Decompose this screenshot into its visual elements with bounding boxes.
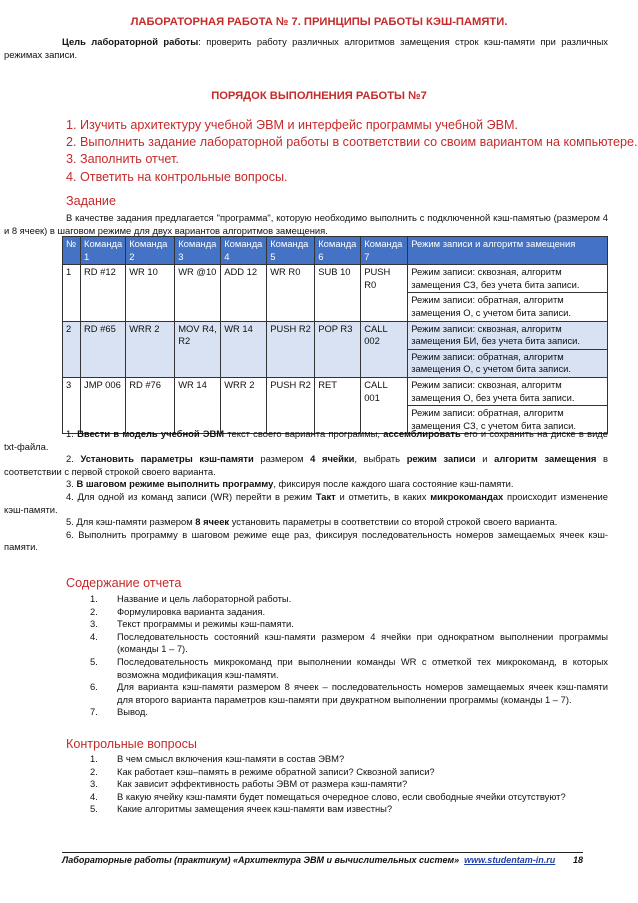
mode-cell: Режим записи: сквозная, алгоритм замещения О, без учета бита записи. (408, 377, 608, 405)
instruction-text: 3. (66, 478, 77, 490)
variant-number: 2 (63, 321, 81, 377)
instruction-text: его и сохранить на диске в виде txt-файла. (4, 428, 608, 452)
table-cell: JMP 006 (81, 377, 126, 433)
table-cell: ADD 12 (221, 265, 267, 321)
instruction-item (4, 529, 608, 554)
instruction-text: и (475, 453, 495, 465)
list-text: В какую ячейку кэш-памяти будет помещаться очередное слово, если свободные ячейки отсутствуют? (117, 790, 566, 802)
instruction-bold: микрокомандах (430, 490, 504, 502)
list-number: 3. (90, 618, 98, 630)
list-number: 5. (90, 803, 98, 815)
list-text: Какие алгоритмы замещения ячеек кэш-памяти вам известны? (117, 803, 393, 815)
table-cell: CALL 002 (361, 321, 408, 377)
instruction-text: 6. Выполнить программу в шаговом режиме еще раз, фиксируя последовательность номеров замещаемых ячеек кэш-памяти. (4, 528, 608, 553)
list-number: 1. (90, 753, 98, 764)
instruction-text: 2. (66, 453, 81, 465)
instruction-text: в соответствии с первой строкой своего варианта. (4, 453, 608, 477)
table-header: Команда 4 (221, 237, 267, 265)
table-cell: WR R0 (267, 265, 315, 321)
page-number: 18 (572, 855, 583, 865)
table-cell: RD #12 (81, 265, 126, 321)
list-item (90, 706, 608, 719)
list-text: Последовательность микрокоманд при выполнении команды WR с отметкой тех микрокоманд, в которых возможна модификация кэш-памяти. (117, 655, 608, 680)
mode-cell: Режим записи: сквозная, алгоритм замещения СЗ, без учета бита записи. (408, 265, 608, 293)
order-heading: ПОРЯДОК ВЫПОЛНЕНИЯ РАБОТЫ №7 (211, 90, 427, 102)
list-item (90, 778, 608, 791)
table-cell: RET (315, 377, 361, 433)
instruction-text: текст своего варианта программы, (224, 428, 384, 439)
list-item (90, 766, 608, 779)
mode-cell: Режим записи: обратная, алгоритм замещения О, с учетом бита записи. (408, 349, 608, 377)
instruction-item (4, 491, 608, 516)
questions-heading: Контрольные вопросы (66, 737, 197, 751)
table-header: Команда 1 (81, 237, 126, 265)
variant-number: 3 (63, 377, 81, 433)
step-item: 3. Заполнить отчет. (66, 152, 179, 167)
questions-list (90, 753, 608, 816)
table-cell: SUB 10 (315, 265, 361, 321)
report-list (90, 593, 608, 719)
table-cell: PUSH R2 (267, 377, 315, 433)
instruction-item (4, 428, 608, 453)
table-header: Команда 2 (126, 237, 175, 265)
instruction-bold: 8 ячеек (195, 516, 230, 528)
list-text: Как зависит эффективность работы ЭВМ от размера кэш-памяти? (117, 778, 408, 790)
variant-number: 1 (63, 265, 81, 321)
footer-link[interactable]: www.studentam-in.ru (464, 855, 556, 865)
steps-list (66, 117, 637, 186)
instruction-text: 1. (66, 428, 78, 439)
instruction-text: 4. Для одной из команд записи (WR) перейти в режим (66, 490, 316, 502)
footer-text (62, 854, 555, 867)
instruction-bold: В шаговом режиме выполнить программу (76, 478, 274, 490)
table-cell: MOV R4, R2 (175, 321, 221, 377)
instruction-text: происходит изменение кэш-памяти. (4, 490, 608, 515)
list-item (90, 681, 608, 706)
list-number: 2. (90, 765, 98, 777)
list-text: В чем смысл включения кэш-памяти в состав ЭВМ? (117, 753, 345, 764)
list-text: Название и цель лабораторной работы. (117, 593, 292, 604)
instruction-text: , выбрать (354, 453, 407, 465)
list-text: Формулировка варианта задания. (117, 605, 266, 617)
list-item (90, 656, 608, 681)
step-item: 2. Выполнить задание лабораторной работы в соответствии со своим вариантом на компьютере. (66, 135, 638, 150)
list-number: 4. (90, 630, 98, 642)
instruction-text: размером (253, 453, 311, 465)
list-number: 4. (90, 790, 98, 802)
list-number: 2. (90, 605, 98, 617)
table-cell: POP R3 (315, 321, 361, 377)
table-cell: WR 14 (221, 321, 267, 377)
instructions (4, 428, 608, 554)
report-heading: Содержание отчета (66, 576, 182, 590)
instruction-text: 5. Для кэш-памяти размером (66, 516, 196, 528)
instruction-bold: Ввести в модель учебной ЭВМ (77, 428, 225, 439)
table-cell: WR 14 (175, 377, 221, 433)
list-item (90, 618, 608, 631)
list-item (90, 791, 608, 804)
task-paragraph: В качестве задания предлагается "программа", которую необходимо выполнить с подключенной кэш-памятью (размером 4 и 8 ячеек) в шаговом режиме для двух вариантов алгоритмов замещения. (4, 212, 608, 236)
table-cell: RD #65 (81, 321, 126, 377)
goal-text: : проверить работу различных алгоритмов замещения строк кэш-памяти при различных режимах записи. (4, 36, 608, 60)
instruction-text: установить параметры в соответствии со второй строкой своего варианта. (229, 516, 558, 528)
table-cell: PUSH R2 (267, 321, 315, 377)
table-header-row (63, 237, 608, 265)
list-number: 5. (90, 655, 98, 667)
list-item (90, 593, 608, 606)
table-row (63, 265, 608, 293)
table-cell: PUSH R0 (361, 265, 408, 321)
step-item: 1. Изучить архитектуру учебной ЭВМ и интерфейс программы учебной ЭВМ. (66, 118, 518, 132)
page-title: ЛАБОРАТОРНАЯ РАБОТА № 7. ПРИНЦИПЫ РАБОТЫ КЭШ-ПАМЯТИ. (130, 16, 508, 28)
list-item (90, 803, 608, 816)
page-footer (62, 852, 583, 867)
task-heading: Задание (66, 194, 116, 208)
table-header: Команда 5 (267, 237, 315, 265)
instruction-text: и отметить, в каких (335, 490, 431, 502)
table-cell: RD #76 (126, 377, 175, 433)
instruction-bold: режим записи (406, 453, 476, 465)
table-header: Команда 6 (315, 237, 361, 265)
instruction-bold: Установить параметры кэш-памяти (80, 453, 254, 465)
list-text: Последовательность состояний кэш-памяти размером 4 ячейки при однократном выполнении программы (команды 1 – 7). (117, 630, 608, 655)
instruction-bold: ассемблировать (383, 428, 461, 439)
table-cell: WR @10 (175, 265, 221, 321)
table-header: Команда 7 (361, 237, 408, 265)
mode-cell: Режим записи: обратная, алгоритм замещения О, с учетом бита записи. (408, 293, 608, 321)
list-text: Как работает кэш–память в режиме обратной записи? Сквозной записи? (117, 765, 435, 777)
list-text: Для варианта кэш-памяти размером 8 ячеек – последовательность номеров замещаемых ячеек кэш-памяти для второго варианта параметров кэш-памяти при двукратном выполнении программы (команды 1 – 7). (117, 681, 608, 705)
variants-table (62, 236, 608, 434)
table-cell: WRR 2 (126, 321, 175, 377)
instruction-bold: Такт (315, 490, 336, 502)
table-header: № (63, 237, 81, 265)
goal-paragraph (4, 36, 608, 61)
table-header: Режим записи и алгоритм замещения (408, 237, 608, 265)
table-cell: WRR 2 (221, 377, 267, 433)
list-item (90, 606, 608, 619)
table-row (63, 377, 608, 405)
instruction-item (4, 516, 608, 529)
instruction-text: , фиксируя после каждого шага состояние кэш-памяти. (273, 478, 514, 490)
instruction-item (4, 478, 608, 491)
table-cell: CALL 001 (361, 377, 408, 433)
list-number: 3. (90, 778, 98, 790)
mode-cell: Режим записи: сквозная, алгоритм замещения БИ, без учета бита записи. (408, 321, 608, 349)
list-number: 1. (90, 593, 98, 604)
list-number: 6. (90, 681, 98, 693)
instruction-bold: алгоритм замещения (494, 453, 597, 465)
table-row (63, 321, 608, 349)
goal-label: Цель лабораторной работы (62, 36, 199, 47)
table-cell: WR 10 (126, 265, 175, 321)
list-text: Вывод. (117, 706, 148, 718)
footer-title: Лабораторные работы (практикум) «Архитектура ЭВМ и вычислительных систем» (62, 855, 460, 865)
list-item (90, 631, 608, 656)
list-number: 7. (90, 706, 98, 718)
mode-cell: Режим записи: обратная, алгоритм замещения СЗ, с учетом бита записи. (408, 406, 608, 434)
table-header: Команда 3 (175, 237, 221, 265)
step-item: 4. Ответить на контрольные вопросы. (66, 169, 288, 184)
list-item (90, 753, 608, 766)
instruction-item (4, 453, 608, 478)
instruction-bold: 4 ячейки (310, 453, 355, 465)
list-text: Текст программы и режимы кэш-памяти. (117, 618, 294, 630)
